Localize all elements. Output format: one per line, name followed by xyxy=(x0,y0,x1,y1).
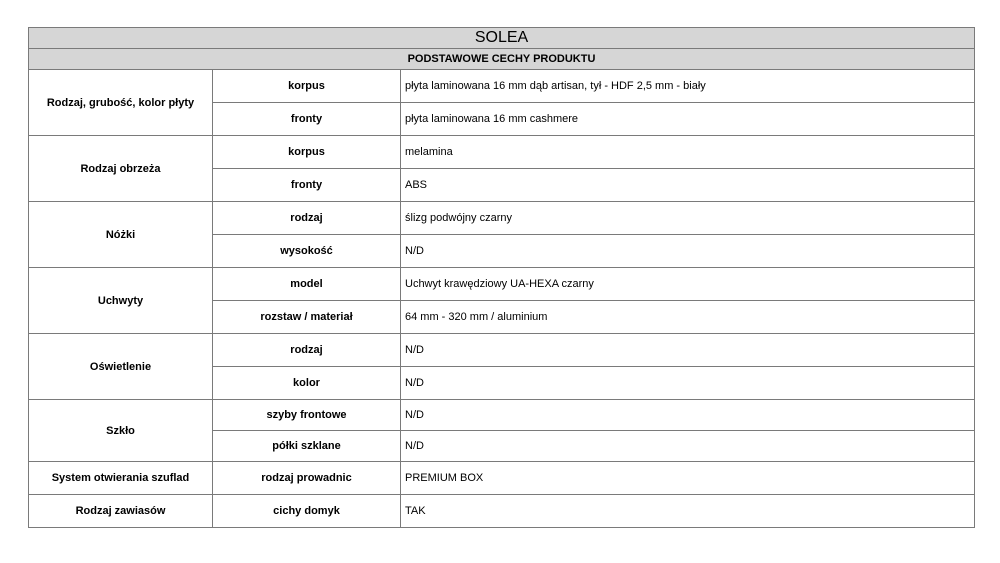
category-cell: Rodzaj, grubość, kolor płyty xyxy=(29,70,213,136)
table-row xyxy=(29,334,975,367)
table-row xyxy=(29,462,975,495)
value-cell: N/D xyxy=(401,431,975,462)
property-cell: rodzaj xyxy=(213,202,401,235)
table-row xyxy=(29,495,975,528)
category-cell: Rodzaj zawiasów xyxy=(29,495,213,528)
value-cell: N/D xyxy=(401,235,975,268)
property-cell: korpus xyxy=(213,136,401,169)
property-cell: cichy domyk xyxy=(213,495,401,528)
subtitle-row xyxy=(29,49,975,70)
value-cell: melamina xyxy=(401,136,975,169)
property-cell: półki szklane xyxy=(213,431,401,462)
category-cell: Oświetlenie xyxy=(29,334,213,400)
value-cell: płyta laminowana 16 mm dąb artisan, tył - HDF 2,5 mm - biały xyxy=(401,70,975,103)
property-cell: rodzaj xyxy=(213,334,401,367)
category-cell: Szkło xyxy=(29,400,213,462)
category-cell: Uchwyty xyxy=(29,268,213,334)
table-row xyxy=(29,202,975,235)
category-cell: Nóżki xyxy=(29,202,213,268)
property-cell: kolor xyxy=(213,367,401,400)
property-cell: wysokość xyxy=(213,235,401,268)
section-heading: PODSTAWOWE CECHY PRODUKTU xyxy=(29,49,975,70)
value-cell: PREMIUM BOX xyxy=(401,462,975,495)
property-cell: model xyxy=(213,268,401,301)
value-cell: płyta laminowana 16 mm cashmere xyxy=(401,103,975,136)
table-row xyxy=(29,268,975,301)
category-cell: System otwierania szuflad xyxy=(29,462,213,495)
value-cell: Uchwyt krawędziowy UA-HEXA czarny xyxy=(401,268,975,301)
product-title: SOLEA xyxy=(29,28,975,49)
table-body xyxy=(29,28,975,528)
value-cell: 64 mm - 320 mm / aluminium xyxy=(401,301,975,334)
value-cell: ślizg podwójny czarny xyxy=(401,202,975,235)
category-cell: Rodzaj obrzeża xyxy=(29,136,213,202)
property-cell: rodzaj prowadnic xyxy=(213,462,401,495)
table-row xyxy=(29,400,975,431)
property-cell: korpus xyxy=(213,70,401,103)
product-features-table xyxy=(28,27,975,528)
property-cell: fronty xyxy=(213,169,401,202)
value-cell: N/D xyxy=(401,367,975,400)
property-cell: rozstaw / materiał xyxy=(213,301,401,334)
value-cell: TAK xyxy=(401,495,975,528)
value-cell: N/D xyxy=(401,400,975,431)
property-cell: fronty xyxy=(213,103,401,136)
value-cell: ABS xyxy=(401,169,975,202)
value-cell: N/D xyxy=(401,334,975,367)
table-row xyxy=(29,136,975,169)
table-row xyxy=(29,70,975,103)
title-row xyxy=(29,28,975,49)
property-cell: szyby frontowe xyxy=(213,400,401,431)
